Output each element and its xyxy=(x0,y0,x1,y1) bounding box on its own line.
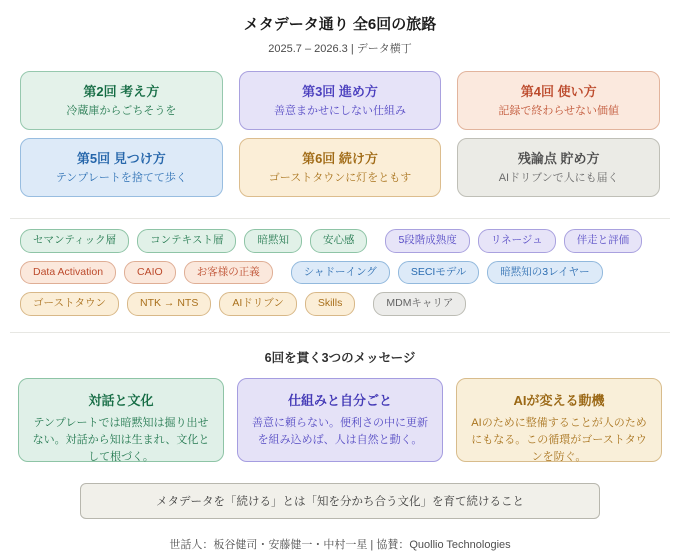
episode-subtitle: テンプレートを捨てて歩く xyxy=(55,171,187,184)
episode-card-6 xyxy=(239,138,442,197)
episode-subtitle: ゴーストタウンに灯をともす xyxy=(268,171,412,184)
tag-pill: Skills xyxy=(305,292,356,316)
tag-pill: Data Activation xyxy=(20,261,116,285)
tag-pill: SECIモデル xyxy=(398,261,479,285)
message-body: 善意に頼らない。便利さの中に更新を組み込めば、人は自然と動く。 xyxy=(252,416,428,446)
tag-row-1 xyxy=(20,229,660,253)
tag-pill: リネージュ xyxy=(478,229,556,253)
tag-pill: CAIO xyxy=(124,261,176,285)
tag-pill: MDMキャリア xyxy=(373,292,466,316)
messages-heading: 6回を貫く3つのメッセージ xyxy=(264,350,416,365)
message-title: 対話と文化 xyxy=(88,392,154,408)
tag-pill: 暗黙知 xyxy=(244,229,302,253)
tag-pill: NTK → NTS xyxy=(127,292,211,316)
episode-subtitle: 冷蔵庫からごちそうを xyxy=(66,104,177,117)
episode-subtitle: 善意まかせにしない仕組み xyxy=(273,104,406,117)
tag-pill: シャドーイング xyxy=(291,261,390,285)
message-card-ai-motivation xyxy=(456,378,662,462)
episode-card-remaining xyxy=(457,138,660,197)
episode-title: 第2回 考え方 xyxy=(83,84,160,100)
tag-pill: AIドリブン xyxy=(219,292,297,316)
episode-title: 第5回 見つけ方 xyxy=(76,151,166,167)
message-card-mechanism-ownership xyxy=(237,378,443,462)
episode-card-2 xyxy=(20,71,223,130)
message-card-grid xyxy=(18,378,662,462)
tag-pill: 5段階成熟度 xyxy=(385,229,469,253)
tag-pill: 暗黙知の3レイヤー xyxy=(487,261,602,285)
tag-pill: コンテキスト層 xyxy=(137,229,236,253)
divider-bottom xyxy=(10,332,670,333)
keyword-tags xyxy=(20,229,660,316)
message-body: AIのために整備することが人のためにもなる。この循環がゴーストタウンを防ぐ。 xyxy=(471,416,647,463)
tag-pill: ゴーストタウン xyxy=(20,292,119,316)
page-subtitle: 2025.7 – 2026.3 | データ横丁 xyxy=(268,43,412,55)
divider-top xyxy=(10,218,670,219)
episode-title: 第6回 続け方 xyxy=(302,151,378,167)
episode-title: 残論点 貯め方 xyxy=(517,151,600,167)
summary-banner: メタデータを「続ける」とは「知を分かち合う文化」を育て続けること xyxy=(80,483,600,519)
episode-card-grid xyxy=(20,71,660,197)
tag-pill: 伴走と評価 xyxy=(564,229,643,253)
episode-subtitle: 記録で終わらせない価値 xyxy=(498,104,619,117)
tag-pill: お客様の正義 xyxy=(184,261,273,285)
tag-row-2 xyxy=(20,261,660,285)
page-title: メタデータ通り 全6回の旅路 xyxy=(243,16,437,33)
message-title: 仕組みと自分ごと xyxy=(287,392,392,408)
tag-pill: セマンティック層 xyxy=(20,229,129,253)
episode-card-3 xyxy=(239,71,442,130)
episode-card-4 xyxy=(457,71,660,130)
footer-credits: 世話人：板谷健司・安藤健一・中村一星 | 協賛：Quollio Technologies xyxy=(169,538,511,551)
message-card-dialogue-culture xyxy=(18,378,224,462)
tag-pill: 安心感 xyxy=(310,229,368,253)
episode-card-5 xyxy=(20,138,223,197)
tag-row-3 xyxy=(20,292,660,316)
episode-subtitle: AIドリブンで人にも届く xyxy=(498,171,619,184)
episode-title: 第4回 使い方 xyxy=(520,84,597,100)
message-body: テンプレートでは暗黙知は掘り出せない。対話から知は生まれ、文化として根づく。 xyxy=(32,416,210,463)
message-title: AIが変える動機 xyxy=(513,392,605,408)
episode-title: 第3回 進め方 xyxy=(302,84,378,100)
